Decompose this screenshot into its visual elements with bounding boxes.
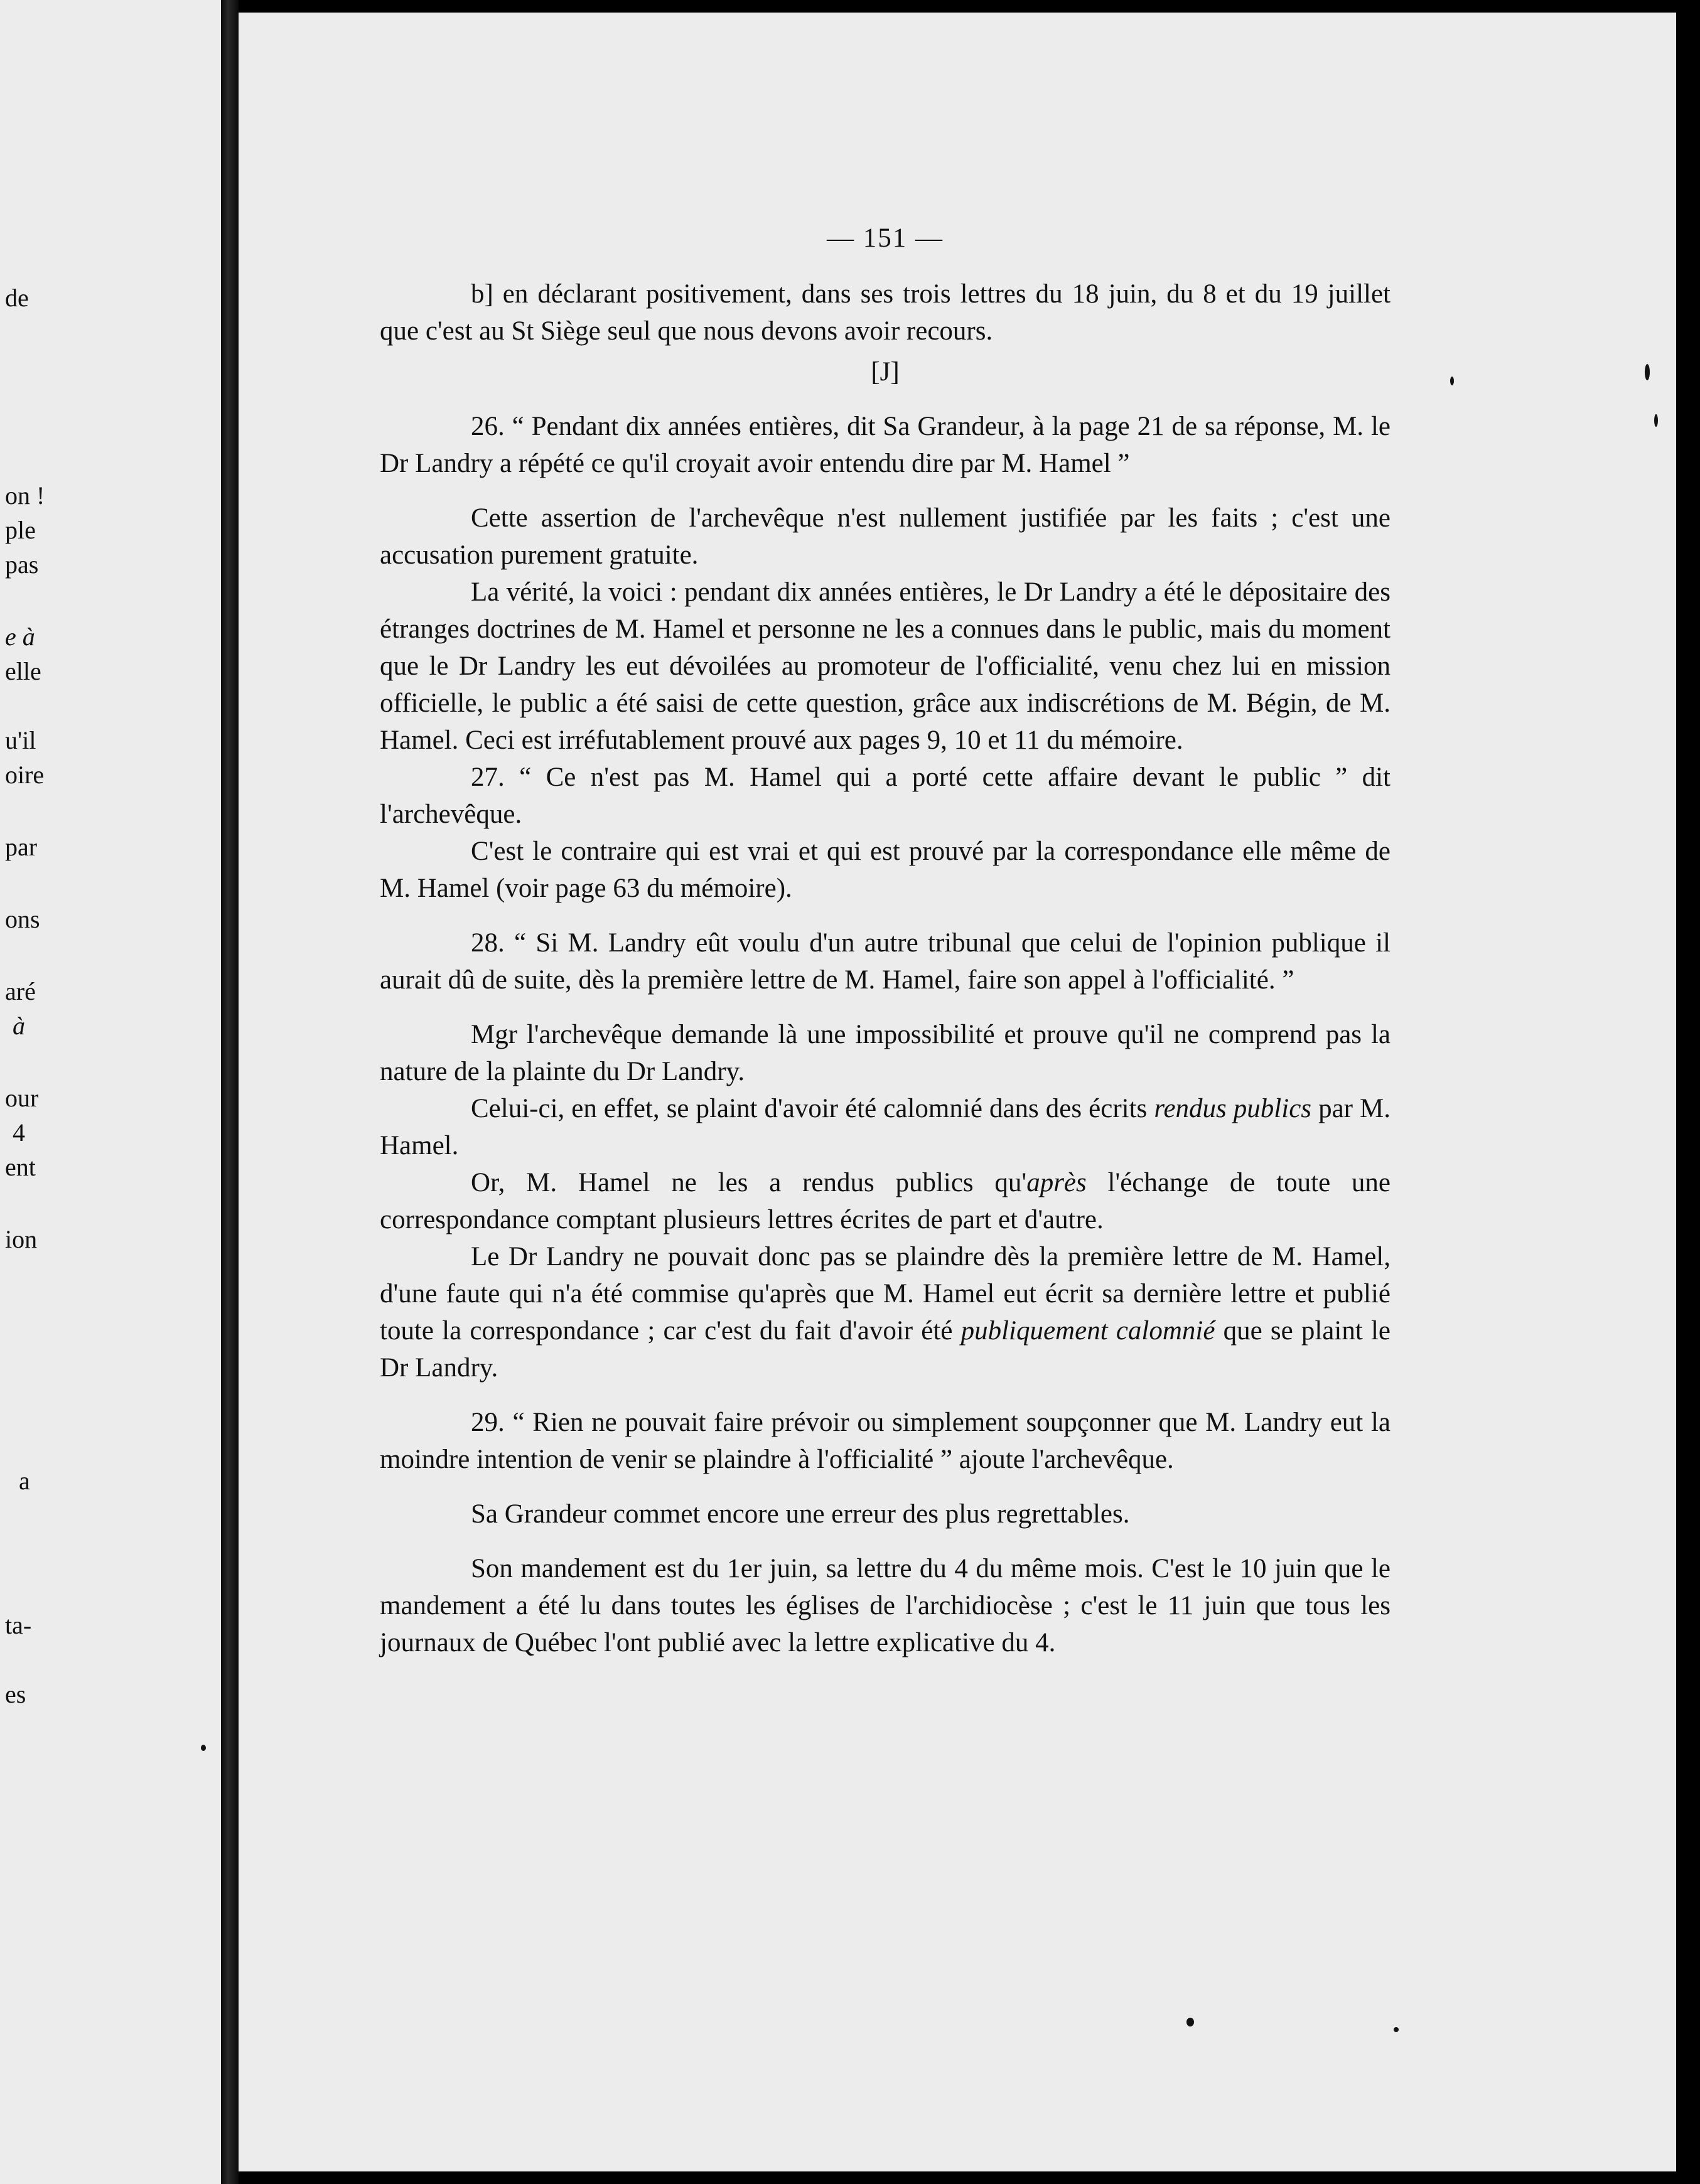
page-number: — 151 — <box>827 223 944 253</box>
margin-fragment: de <box>5 284 29 312</box>
italic-run: après <box>1026 1168 1087 1197</box>
margin-fragment: oire <box>5 761 45 789</box>
text-run: l'échange de toute une correspondance comptant plusieurs lettres écrites de part et d'autre. <box>380 1168 1391 1234</box>
paragraph: b] en déclarant positivement, dans ses trois lettres du 18 juin, du 8 et du 19 juillet que c'est au St Siège seul que nous devons avoir recours. <box>380 279 1391 346</box>
ink-speck <box>1450 377 1454 385</box>
margin-fragment: ion <box>5 1225 38 1253</box>
margin-fragment: ta- <box>5 1611 32 1639</box>
text-run: Celui-ci, en effet, se plaint d'avoir été calomnié dans des écrits <box>471 1094 1154 1123</box>
margin-fragment: a <box>19 1467 30 1495</box>
margin-fragment: 4 <box>13 1118 25 1147</box>
paragraph <box>380 1238 1391 1386</box>
paragraph <box>380 1164 1391 1238</box>
ink-speck <box>201 1745 206 1751</box>
margin-fragment: elle <box>5 657 41 685</box>
ink-speck <box>1645 364 1650 380</box>
margin-fragment: ons <box>5 905 40 933</box>
ink-speck <box>1394 2027 1399 2032</box>
paragraph: Cette assertion de l'archevêque n'est nullement justifiée par les faits ; c'est une accusation purement gratuite. <box>380 503 1391 570</box>
margin-fragment: aré <box>5 977 36 1005</box>
margin-fragment: à <box>13 1012 25 1040</box>
margin-fragment: e à <box>5 623 35 651</box>
paragraph: C'est le contraire qui est vrai et qui est prouvé par la correspondance elle même de M. Hamel (voir page 63 du mémoire). <box>380 837 1391 903</box>
paragraph: 27. “ Ce n'est pas M. Hamel qui a porté cette affaire devant le public ” dit l'archevêque. <box>380 763 1391 829</box>
paragraph <box>380 1090 1391 1164</box>
margin-fragment: ent <box>5 1153 36 1181</box>
paragraph: Sa Grandeur commet encore une erreur des plus regrettables. <box>471 1499 1130 1529</box>
italic-run: rendus publics <box>1154 1094 1312 1123</box>
paragraph: 26. “ Pendant dix années entières, dit Sa Grandeur, à la page 21 de sa réponse, M. le Dr Landry a répété ce qu'il croyait avoir entendu dire par M. Hamel ” <box>380 412 1391 478</box>
margin-fragment: es <box>5 1680 26 1708</box>
paragraph: 28. “ Si M. Landry eût voulu d'un autre tribunal que celui de l'opinion publique il aurait dû de suite, dès la première lettre de M. Hamel, faire son appel à l'officialité. ” <box>380 928 1391 995</box>
left-facing-page <box>0 0 221 2184</box>
paragraph: 29. “ Rien ne pouvait faire prévoir ou simplement soupçonner que M. Landry eut la moindre intention de venir se plaindre à l'officialité ” ajoute l'archevêque. <box>380 1408 1391 1474</box>
margin-fragment: our <box>5 1084 39 1112</box>
text-run: Or, M. Hamel ne les a rendus publics qu' <box>471 1168 1027 1197</box>
margin-fragment: par <box>5 833 38 861</box>
book-gutter <box>221 0 239 2184</box>
paragraph: Mgr l'archevêque demande là une impossibilité et prouve qu'il ne comprend pas la nature de la plainte du Dr Landry. <box>380 1020 1391 1086</box>
text-run: que se plaint le Dr Landry. <box>380 1316 1391 1383</box>
paragraph: La vérité, la voici : pendant dix années entières, le Dr Landry a été le dépositaire des étranges doctrines de M. Hamel et personne ne les a connues dans le public, mais du moment que le Dr Landry les eut dévoilées au promoteur de l'officialité, venu chez lui en mission officielle, le public a été saisi de cette question, grâce aux indiscrétions de M. Bégin, de M. Hamel. Ceci est irréfutablement prouvé aux pages 9, 10 et 11 du mémoire. <box>380 577 1391 755</box>
page <box>239 13 1676 2171</box>
margin-fragment: ple <box>5 516 36 544</box>
margin-fragment: u'il <box>5 726 36 754</box>
margin-fragment: pas <box>5 550 39 579</box>
paragraph: Son mandement est du 1er juin, sa lettre du 4 du même mois. C'est le 10 juin que le mandement a été lu dans toutes les églises de l'archidiocèse ; c'est le 11 juin que tous les journaux de Québec l'ont publié avec la lettre explicative du 4. <box>380 1554 1391 1657</box>
text-run: par M. Hamel. <box>380 1094 1391 1160</box>
section-marker: [J] <box>871 357 900 387</box>
ink-speck <box>1654 414 1658 427</box>
ink-speck <box>1186 2018 1194 2026</box>
margin-fragment: on ! <box>5 481 45 510</box>
italic-run: publiquement calomnié <box>960 1316 1215 1346</box>
page-body <box>380 220 1391 1661</box>
text-run: Le Dr Landry ne pouvait donc pas se plaindre dès la première lettre de M. Hamel, d'une faute qui n'a été commise qu'après que M. Hamel eut écrit sa dernière lettre et publié toute la correspondance ; car c'est du fait d'avoir été <box>380 1242 1391 1346</box>
